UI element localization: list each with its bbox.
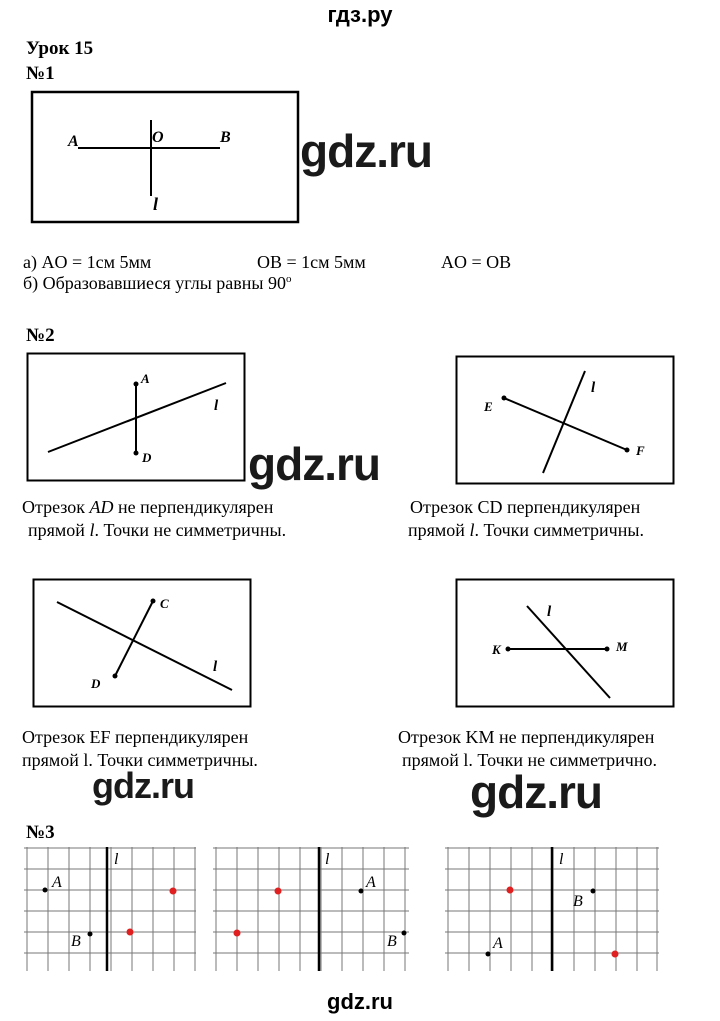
reflected-point-a bbox=[612, 951, 619, 958]
label-b: B bbox=[387, 933, 397, 950]
point-a bbox=[486, 952, 491, 957]
task1-number: №1 bbox=[26, 63, 55, 84]
reflected-point-b bbox=[507, 887, 514, 894]
reflected-point-b bbox=[127, 929, 134, 936]
label-d: D bbox=[142, 450, 152, 465]
site-footer: gdz.ru bbox=[327, 989, 393, 1014]
lesson-title: Урок 15 bbox=[26, 38, 94, 59]
task1-answer-b: б) Образовавшиеся углы равны 90$^o$ bbox=[23, 273, 292, 293]
segment-cd bbox=[115, 601, 153, 676]
label-a: A bbox=[52, 874, 62, 891]
task1-frame bbox=[32, 92, 298, 222]
frame bbox=[34, 580, 251, 707]
task2-fig2-caption-line2: прямой l. Точки симметричны. bbox=[408, 520, 644, 540]
point-a bbox=[359, 889, 364, 894]
label-a: A bbox=[141, 371, 150, 386]
line-l bbox=[57, 602, 232, 690]
task3-number: №3 bbox=[26, 822, 55, 843]
label-a: A bbox=[366, 874, 376, 891]
reflected-point-a bbox=[170, 888, 177, 895]
frame bbox=[457, 580, 674, 707]
task2-fig2-caption-line1: Отрезок CD перпендикулярен bbox=[410, 497, 641, 517]
task1-answer-eq: AO = OB bbox=[441, 252, 512, 272]
task2-fig3-caption-line2: прямой l. Точки симметричны. bbox=[22, 750, 258, 770]
task2-fig1-caption-line2: прямой l. Точки не симметричны. bbox=[28, 520, 287, 540]
degree-sign: o bbox=[286, 273, 292, 285]
label-l: l bbox=[325, 851, 330, 868]
task1-label-l: l bbox=[153, 194, 159, 214]
site-header: гдз.ру bbox=[327, 2, 393, 27]
watermark: gdz.ru bbox=[248, 438, 380, 490]
point-c bbox=[151, 599, 156, 604]
point-e bbox=[502, 396, 507, 401]
watermark: gdz.ru bbox=[92, 765, 194, 806]
point-b bbox=[88, 932, 93, 937]
task2-figure-2 bbox=[455, 355, 675, 485]
point-k bbox=[506, 647, 511, 652]
line-l bbox=[527, 606, 610, 698]
task3-grid-3 bbox=[445, 846, 659, 972]
label-m: M bbox=[616, 639, 628, 654]
label-l: l bbox=[214, 398, 219, 414]
watermark: gdz.ru bbox=[470, 766, 602, 818]
label-f: F bbox=[636, 443, 645, 458]
label-k: K bbox=[492, 642, 501, 657]
task1-answer-ob: OB = 1см 5мм bbox=[257, 252, 366, 272]
point-d bbox=[134, 451, 139, 456]
task2-fig3-caption-line1: Отрезок EF перпендикулярен bbox=[22, 727, 249, 747]
label-l: l bbox=[114, 851, 119, 868]
label-e: E bbox=[484, 399, 493, 414]
label-b: B bbox=[573, 893, 583, 910]
label-l: l bbox=[547, 604, 552, 620]
reflected-point-a bbox=[275, 888, 282, 895]
task1-label-b: B bbox=[220, 129, 231, 146]
task1-label-a: A bbox=[68, 133, 79, 150]
reflected-point-b bbox=[234, 930, 241, 937]
point-f bbox=[625, 448, 630, 453]
point-a bbox=[134, 382, 139, 387]
point-b bbox=[402, 931, 407, 936]
task3-grid-1 bbox=[24, 846, 196, 972]
task1-label-o: O bbox=[152, 129, 164, 146]
label-b: B bbox=[71, 933, 81, 950]
segment-ef bbox=[504, 398, 627, 450]
point-m bbox=[605, 647, 610, 652]
task3-grid-2 bbox=[213, 846, 413, 972]
task2-fig4-caption-line1: Отрезок KM не перпендикулярен bbox=[398, 727, 655, 747]
task2-number: №2 bbox=[26, 325, 55, 346]
label-l: l bbox=[213, 659, 218, 675]
label-d: D bbox=[91, 676, 101, 691]
line-l bbox=[543, 371, 585, 473]
task2-figure-4 bbox=[455, 578, 675, 708]
watermark: gdz.ru bbox=[300, 125, 432, 177]
label-c: C bbox=[160, 596, 169, 611]
task2-fig1-caption-line1: Отрезок AD не перпендикулярен bbox=[22, 497, 274, 517]
task2-figure-1 bbox=[26, 352, 246, 482]
point-d bbox=[113, 674, 118, 679]
task2-fig4-caption-line2: прямой l. Точки не симметрично. bbox=[402, 750, 657, 770]
grid-lines bbox=[24, 847, 196, 971]
task1-answer-a: а) AO = 1см 5мм bbox=[23, 252, 152, 272]
task1-figure bbox=[30, 90, 300, 224]
grid-lines bbox=[213, 847, 409, 971]
point-b bbox=[591, 889, 596, 894]
label-l: l bbox=[591, 380, 596, 396]
point-a bbox=[43, 888, 48, 893]
label-l: l bbox=[559, 851, 564, 868]
task2-figure-3 bbox=[32, 578, 252, 708]
label-a: A bbox=[493, 935, 503, 952]
